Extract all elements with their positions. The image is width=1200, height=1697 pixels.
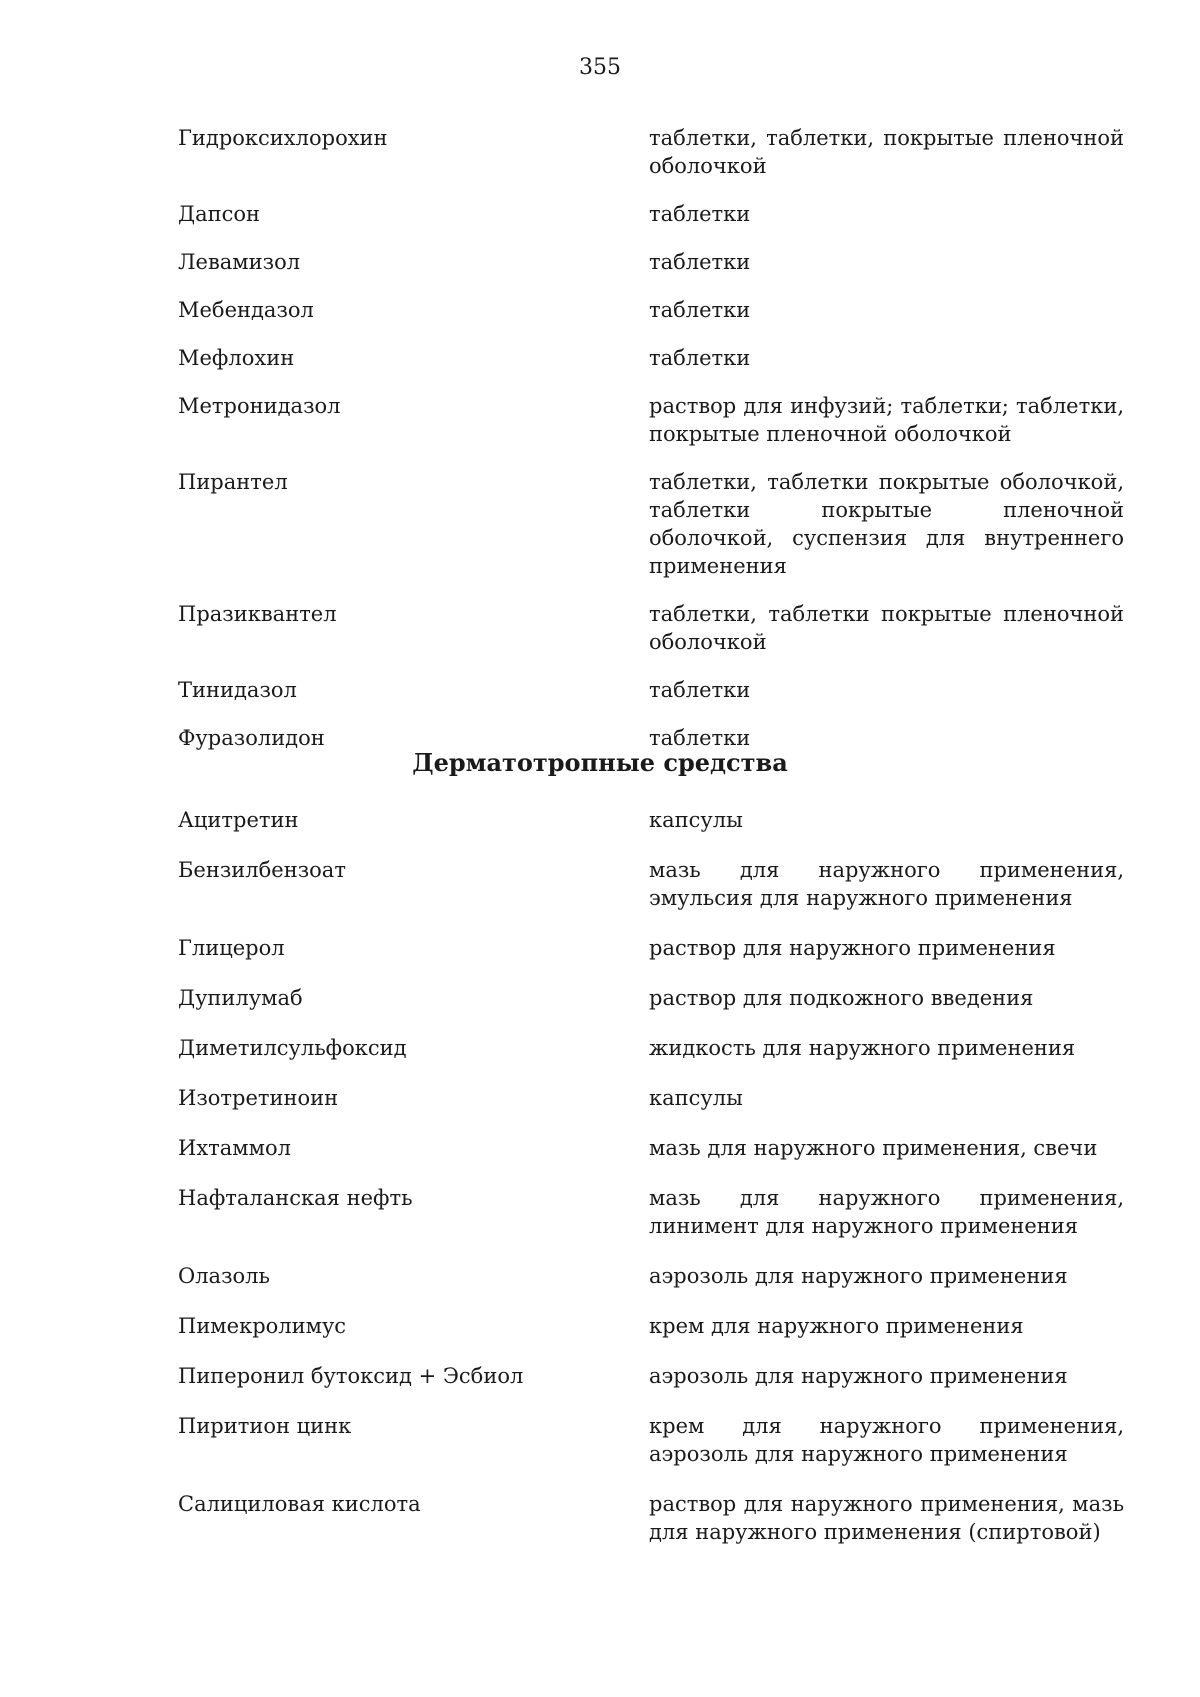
dosage-form: капсулы bbox=[649, 808, 743, 832]
drug-name: Фуразолидон bbox=[178, 726, 325, 750]
drug-name: Пимекролимус bbox=[178, 1314, 347, 1338]
dosage-form: мазь для наружного применения, линимент для наружного применения bbox=[649, 1186, 1124, 1238]
list-item bbox=[178, 468, 1124, 580]
list-item bbox=[178, 1084, 1124, 1112]
dosage-form: жидкость для наружного применения bbox=[649, 1036, 1076, 1060]
drug-name: Метронидазол bbox=[178, 394, 341, 418]
dosage-form: капсулы bbox=[649, 1086, 743, 1110]
list-item bbox=[178, 248, 1124, 276]
dosage-form: таблетки, таблетки покрытые оболочкой, таблетки покрытые пленочной оболочкой, суспензия для внутреннего применения bbox=[649, 470, 1124, 578]
list-item bbox=[178, 676, 1124, 704]
list-item bbox=[178, 200, 1124, 228]
dosage-form: таблетки, таблетки покрытые пленочной оболочкой bbox=[649, 602, 1124, 654]
list-item bbox=[178, 124, 1124, 180]
dosage-form: аэрозоль для наружного применения bbox=[649, 1364, 1068, 1388]
list-item bbox=[178, 806, 1124, 834]
drug-name: Глицерол bbox=[178, 936, 285, 960]
dosage-form: мазь для наружного применения, эмульсия для наружного применения bbox=[649, 858, 1124, 910]
list-item bbox=[178, 984, 1124, 1012]
drug-name: Ацитретин bbox=[178, 808, 299, 832]
list-item bbox=[178, 344, 1124, 372]
list-item bbox=[178, 392, 1124, 448]
drug-name: Празиквантел bbox=[178, 602, 337, 626]
dosage-form: таблетки bbox=[649, 726, 751, 750]
dosage-form: раствор для подкожного введения bbox=[649, 986, 1034, 1010]
dosage-form: раствор для наружного применения, мазь для наружного применения (спиртовой) bbox=[649, 1492, 1124, 1544]
dosage-form: крем для наружного применения bbox=[649, 1314, 1024, 1338]
list-item bbox=[178, 1184, 1124, 1240]
drug-name: Мефлохин bbox=[178, 346, 295, 370]
drug-name: Мебендазол bbox=[178, 298, 314, 322]
list-item bbox=[178, 1034, 1124, 1062]
list-item bbox=[178, 1312, 1124, 1340]
dosage-form: раствор для инфузий; таблетки; таблетки, покрытые пленочной оболочкой bbox=[649, 394, 1124, 446]
list-item bbox=[178, 600, 1124, 656]
list-item bbox=[178, 1262, 1124, 1290]
dosage-form: раствор для наружного применения bbox=[649, 936, 1056, 960]
dosage-form: таблетки, таблетки, покрытые пленочной оболочкой bbox=[649, 126, 1124, 178]
drug-name: Пиритион цинк bbox=[178, 1414, 352, 1438]
list-item bbox=[178, 934, 1124, 962]
dosage-form: крем для наружного применения, аэрозоль для наружного применения bbox=[649, 1414, 1124, 1466]
dosage-form: таблетки bbox=[649, 346, 751, 370]
list-item bbox=[178, 1134, 1124, 1162]
section-heading: Дерматотропные средства bbox=[412, 748, 788, 777]
dosage-form: таблетки bbox=[649, 678, 751, 702]
drug-name: Пиперонил бутоксид + Эсбиол bbox=[178, 1364, 524, 1388]
list-item bbox=[178, 1490, 1124, 1546]
drug-list-dermatotropic bbox=[178, 806, 1124, 1568]
drug-name: Диметилсульфоксид bbox=[178, 1036, 407, 1060]
drug-name: Салициловая кислота bbox=[178, 1492, 421, 1516]
drug-name: Изотретиноин bbox=[178, 1086, 339, 1110]
list-item bbox=[178, 856, 1124, 912]
drug-name: Тинидазол bbox=[178, 678, 297, 702]
drug-name: Гидроксихлорохин bbox=[178, 126, 388, 150]
drug-name: Ихтаммол bbox=[178, 1136, 291, 1160]
dosage-form: таблетки bbox=[649, 250, 751, 274]
dosage-form: мазь для наружного применения, свечи bbox=[649, 1136, 1098, 1160]
drug-name: Дапсон bbox=[178, 202, 260, 226]
list-item bbox=[178, 296, 1124, 324]
drug-name: Пирантел bbox=[178, 470, 288, 494]
drug-name: Олазоль bbox=[178, 1264, 270, 1288]
dosage-form: таблетки bbox=[649, 298, 751, 322]
drug-name: Дупилумаб bbox=[178, 986, 303, 1010]
list-item bbox=[178, 1362, 1124, 1390]
drug-list-antiparasitic bbox=[178, 124, 1124, 768]
dosage-form: таблетки bbox=[649, 202, 751, 226]
drug-name: Бензилбензоат bbox=[178, 858, 346, 882]
drug-name: Левамизол bbox=[178, 250, 301, 274]
list-item bbox=[178, 1412, 1124, 1468]
dosage-form: аэрозоль для наружного применения bbox=[649, 1264, 1068, 1288]
drug-name: Нафталанская нефть bbox=[178, 1186, 413, 1210]
page-number: 355 bbox=[579, 55, 621, 80]
